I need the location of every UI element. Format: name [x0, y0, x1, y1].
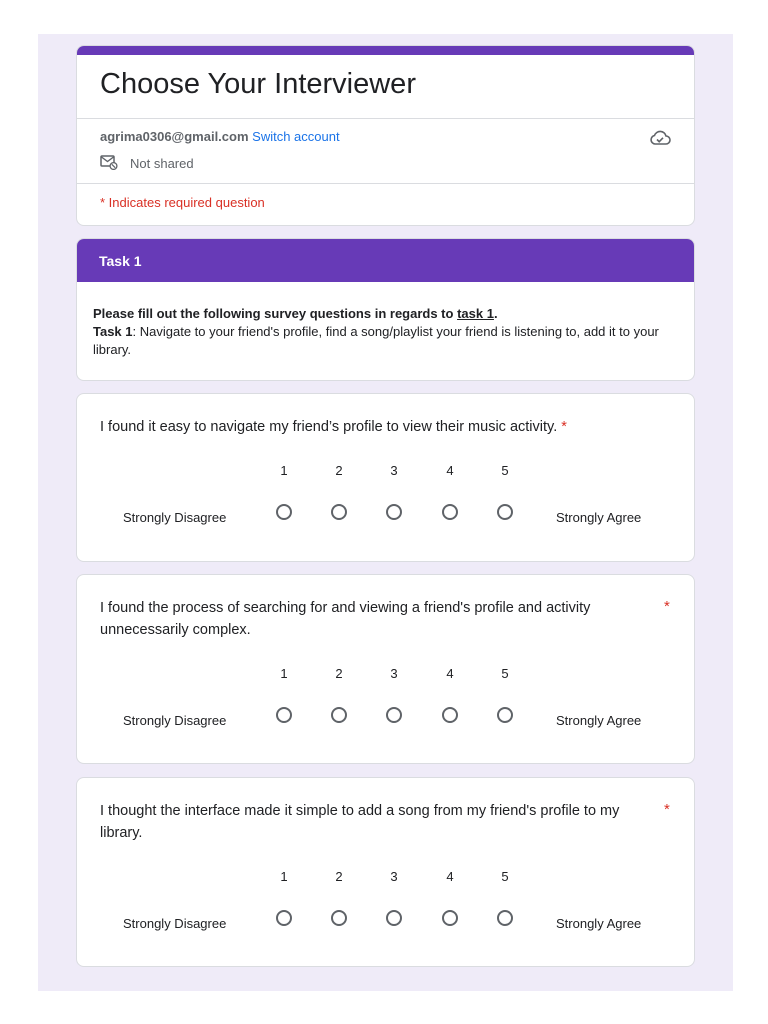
radio-option-5[interactable] [497, 504, 513, 520]
question-label: I found it easy to navigate my friend’s profile to view their music activity. [100, 419, 558, 435]
form-title: Choose Your Interviewer [100, 68, 416, 100]
required-question-note: * Indicates required question [100, 195, 265, 210]
scale-number: 4 [446, 869, 454, 884]
radio-option-2[interactable] [331, 707, 347, 723]
radio-option-4[interactable] [442, 504, 458, 520]
scale-number: 3 [390, 869, 398, 884]
switch-account-link[interactable]: Switch account [252, 129, 340, 144]
scale-high-label: Strongly Agree [556, 713, 642, 728]
scale-low-label: Strongly Disagree [123, 510, 227, 525]
scale-number: 4 [446, 463, 454, 478]
radio-option-1[interactable] [276, 707, 292, 723]
scale-high-label: Strongly Agree [556, 510, 642, 525]
not-shared-row [100, 154, 194, 173]
question-card-1 [76, 393, 695, 562]
scale-low-label: Strongly Disagree [123, 916, 227, 931]
divider [77, 183, 694, 184]
account-row [100, 129, 340, 144]
radio-option-5[interactable] [497, 910, 513, 926]
section-card-task-1 [76, 238, 695, 381]
question-label: I thought the interface made it simple to add a song from my friend's profile to my library. [100, 803, 620, 841]
radio-option-3[interactable] [386, 504, 402, 520]
section-intro-suffix: . [493, 306, 498, 321]
scale-number: 5 [501, 666, 509, 681]
radio-option-2[interactable] [331, 910, 347, 926]
question-card-2 [76, 574, 695, 764]
required-asterisk: * [664, 801, 670, 818]
scale-number: 3 [390, 666, 398, 681]
form-header-card [76, 45, 695, 226]
section-intro-prefix: Please fill out the following survey questions in regards to [93, 306, 458, 321]
accent-stripe [77, 46, 694, 55]
scale-number: 5 [501, 463, 509, 478]
required-asterisk: * [664, 598, 670, 615]
radio-option-1[interactable] [276, 504, 292, 520]
scale-number: 1 [280, 463, 288, 478]
mail-off-icon [100, 154, 118, 173]
required-asterisk: * [561, 419, 567, 435]
radio-option-4[interactable] [442, 707, 458, 723]
divider [77, 118, 694, 119]
scale-number: 2 [335, 666, 343, 681]
task-label: Task 1 [93, 324, 133, 339]
scale-high-label: Strongly Agree [556, 916, 642, 931]
question-label: I found the process of searching for and viewing a friend's profile and activity unnecessarily complex. [100, 600, 591, 638]
radio-option-3[interactable] [386, 910, 402, 926]
not-shared-label: Not shared [130, 156, 194, 171]
scale-number: 1 [280, 869, 288, 884]
scale-low-label: Strongly Disagree [123, 713, 227, 728]
radio-option-3[interactable] [386, 707, 402, 723]
task-1-link: task 1 [457, 306, 494, 321]
section-header: Task 1 [77, 239, 694, 282]
scale-number: 2 [335, 869, 343, 884]
scale-number: 2 [335, 463, 343, 478]
radio-option-4[interactable] [442, 910, 458, 926]
radio-option-2[interactable] [331, 504, 347, 520]
account-email: agrima0306@gmail.com [100, 129, 249, 144]
scale-number: 4 [446, 666, 454, 681]
radio-option-1[interactable] [276, 910, 292, 926]
scale-number: 5 [501, 869, 509, 884]
scale-number: 3 [390, 463, 398, 478]
task-description: : Navigate to your friend's profile, find a song/playlist your friend is listening to, add it to your library. [93, 324, 659, 357]
cloud-save-icon[interactable] [649, 129, 671, 152]
radio-option-5[interactable] [497, 707, 513, 723]
section-description-text [93, 305, 670, 359]
scale-number: 1 [280, 666, 288, 681]
question-card-3 [76, 777, 695, 967]
question-text [100, 416, 645, 438]
